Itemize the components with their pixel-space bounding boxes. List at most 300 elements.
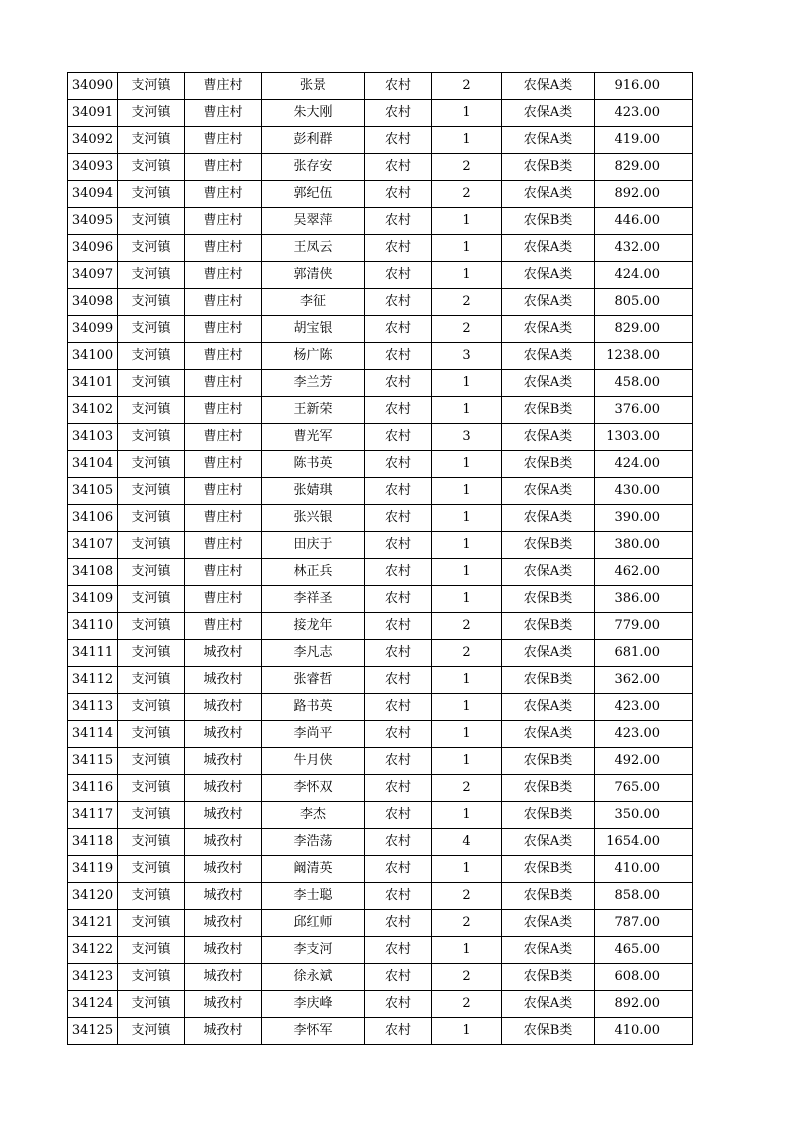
amount-cell: 805.00 — [595, 289, 693, 316]
name-cell: 林正兵 — [262, 559, 365, 586]
member-count-cell: 1 — [432, 478, 502, 505]
table-row — [68, 154, 693, 181]
table-row — [68, 748, 693, 775]
household-type-cell: 农村 — [365, 748, 432, 775]
town-cell: 支河镇 — [118, 451, 185, 478]
amount-cell: 829.00 — [595, 154, 693, 181]
member-count-cell: 1 — [432, 748, 502, 775]
town-cell: 支河镇 — [118, 262, 185, 289]
category-cell: 农保B类 — [502, 154, 595, 181]
village-cell: 曹庄村 — [185, 316, 262, 343]
table-row — [68, 964, 693, 991]
name-cell: 接龙年 — [262, 613, 365, 640]
member-count-cell: 2 — [432, 181, 502, 208]
household-type-cell: 农村 — [365, 127, 432, 154]
town-cell: 支河镇 — [118, 370, 185, 397]
name-cell: 牛月侠 — [262, 748, 365, 775]
category-cell: 农保A类 — [502, 181, 595, 208]
amount-cell: 458.00 — [595, 370, 693, 397]
name-cell: 曹光军 — [262, 424, 365, 451]
amount-cell: 350.00 — [595, 802, 693, 829]
village-cell: 城孜村 — [185, 802, 262, 829]
table-row — [68, 991, 693, 1018]
household-type-cell: 农村 — [365, 397, 432, 424]
member-count-cell: 1 — [432, 100, 502, 127]
member-count-cell: 1 — [432, 694, 502, 721]
name-cell: 李祥圣 — [262, 586, 365, 613]
amount-cell: 892.00 — [595, 991, 693, 1018]
member-count-cell: 1 — [432, 721, 502, 748]
table-row — [68, 370, 693, 397]
member-count-cell: 1 — [432, 208, 502, 235]
table-row — [68, 208, 693, 235]
name-cell: 郭清侠 — [262, 262, 365, 289]
name-cell: 彭利群 — [262, 127, 365, 154]
member-count-cell: 2 — [432, 640, 502, 667]
town-cell: 支河镇 — [118, 478, 185, 505]
table-row — [68, 127, 693, 154]
record-id-cell: 34093 — [68, 154, 118, 181]
table-row — [68, 316, 693, 343]
amount-cell: 380.00 — [595, 532, 693, 559]
table-row — [68, 397, 693, 424]
amount-cell: 446.00 — [595, 208, 693, 235]
member-count-cell: 3 — [432, 424, 502, 451]
town-cell: 支河镇 — [118, 343, 185, 370]
record-id-cell: 34101 — [68, 370, 118, 397]
name-cell: 张兴银 — [262, 505, 365, 532]
village-cell: 城孜村 — [185, 964, 262, 991]
village-cell: 曹庄村 — [185, 478, 262, 505]
amount-cell: 462.00 — [595, 559, 693, 586]
amount-cell: 608.00 — [595, 964, 693, 991]
town-cell: 支河镇 — [118, 613, 185, 640]
village-cell: 曹庄村 — [185, 424, 262, 451]
village-cell: 曹庄村 — [185, 100, 262, 127]
town-cell: 支河镇 — [118, 235, 185, 262]
name-cell: 张睿哲 — [262, 667, 365, 694]
record-id-cell: 34110 — [68, 613, 118, 640]
record-id-cell: 34091 — [68, 100, 118, 127]
amount-cell: 492.00 — [595, 748, 693, 775]
town-cell: 支河镇 — [118, 775, 185, 802]
category-cell: 农保A类 — [502, 262, 595, 289]
name-cell: 李怀双 — [262, 775, 365, 802]
amount-cell: 386.00 — [595, 586, 693, 613]
member-count-cell: 2 — [432, 613, 502, 640]
amount-cell: 1654.00 — [595, 829, 693, 856]
table-row — [68, 262, 693, 289]
category-cell: 农保A类 — [502, 100, 595, 127]
member-count-cell: 1 — [432, 532, 502, 559]
category-cell: 农保A类 — [502, 937, 595, 964]
household-type-cell: 农村 — [365, 640, 432, 667]
village-cell: 城孜村 — [185, 640, 262, 667]
town-cell: 支河镇 — [118, 289, 185, 316]
village-cell: 城孜村 — [185, 910, 262, 937]
table-body — [68, 73, 693, 1045]
household-type-cell: 农村 — [365, 667, 432, 694]
category-cell: 农保B类 — [502, 451, 595, 478]
name-cell: 李怀军 — [262, 1018, 365, 1045]
member-count-cell: 2 — [432, 991, 502, 1018]
town-cell: 支河镇 — [118, 127, 185, 154]
category-cell: 农保A类 — [502, 829, 595, 856]
table-row — [68, 802, 693, 829]
amount-cell: 892.00 — [595, 181, 693, 208]
record-id-cell: 34094 — [68, 181, 118, 208]
member-count-cell: 1 — [432, 586, 502, 613]
table-row — [68, 100, 693, 127]
town-cell: 支河镇 — [118, 181, 185, 208]
household-type-cell: 农村 — [365, 802, 432, 829]
data-table — [67, 72, 693, 1045]
name-cell: 李浩荡 — [262, 829, 365, 856]
village-cell: 曹庄村 — [185, 262, 262, 289]
household-type-cell: 农村 — [365, 154, 432, 181]
record-id-cell: 34116 — [68, 775, 118, 802]
name-cell: 吴翠萍 — [262, 208, 365, 235]
amount-cell: 1238.00 — [595, 343, 693, 370]
member-count-cell: 1 — [432, 235, 502, 262]
amount-cell: 829.00 — [595, 316, 693, 343]
name-cell: 李尚平 — [262, 721, 365, 748]
category-cell: 农保A类 — [502, 316, 595, 343]
category-cell: 农保B类 — [502, 586, 595, 613]
table-row — [68, 613, 693, 640]
record-id-cell: 34124 — [68, 991, 118, 1018]
table-row — [68, 478, 693, 505]
household-type-cell: 农村 — [365, 262, 432, 289]
category-cell: 农保B类 — [502, 775, 595, 802]
town-cell: 支河镇 — [118, 937, 185, 964]
category-cell: 农保B类 — [502, 748, 595, 775]
category-cell: 农保A类 — [502, 991, 595, 1018]
member-count-cell: 1 — [432, 451, 502, 478]
amount-cell: 765.00 — [595, 775, 693, 802]
member-count-cell: 1 — [432, 1018, 502, 1045]
village-cell: 城孜村 — [185, 721, 262, 748]
town-cell: 支河镇 — [118, 1018, 185, 1045]
household-type-cell: 农村 — [365, 370, 432, 397]
household-type-cell: 农村 — [365, 73, 432, 100]
amount-cell: 424.00 — [595, 262, 693, 289]
name-cell: 王新荣 — [262, 397, 365, 424]
record-id-cell: 34122 — [68, 937, 118, 964]
household-type-cell: 农村 — [365, 721, 432, 748]
village-cell: 城孜村 — [185, 775, 262, 802]
member-count-cell: 1 — [432, 262, 502, 289]
town-cell: 支河镇 — [118, 559, 185, 586]
member-count-cell: 1 — [432, 856, 502, 883]
record-id-cell: 34096 — [68, 235, 118, 262]
name-cell: 张景 — [262, 73, 365, 100]
town-cell: 支河镇 — [118, 802, 185, 829]
table-row — [68, 883, 693, 910]
category-cell: 农保B类 — [502, 397, 595, 424]
amount-cell: 858.00 — [595, 883, 693, 910]
record-id-cell: 34090 — [68, 73, 118, 100]
amount-cell: 423.00 — [595, 694, 693, 721]
category-cell: 农保B类 — [502, 856, 595, 883]
record-id-cell: 34106 — [68, 505, 118, 532]
town-cell: 支河镇 — [118, 964, 185, 991]
amount-cell: 465.00 — [595, 937, 693, 964]
category-cell: 农保A类 — [502, 289, 595, 316]
town-cell: 支河镇 — [118, 316, 185, 343]
table-row — [68, 640, 693, 667]
amount-cell: 424.00 — [595, 451, 693, 478]
household-type-cell: 农村 — [365, 613, 432, 640]
table-row — [68, 424, 693, 451]
category-cell: 农保A类 — [502, 694, 595, 721]
household-type-cell: 农村 — [365, 559, 432, 586]
village-cell: 曹庄村 — [185, 532, 262, 559]
amount-cell: 430.00 — [595, 478, 693, 505]
table-row — [68, 586, 693, 613]
household-type-cell: 农村 — [365, 505, 432, 532]
table-row — [68, 343, 693, 370]
table-row — [68, 451, 693, 478]
record-id-cell: 34125 — [68, 1018, 118, 1045]
amount-cell: 432.00 — [595, 235, 693, 262]
household-type-cell: 农村 — [365, 829, 432, 856]
table-row — [68, 937, 693, 964]
household-type-cell: 农村 — [365, 856, 432, 883]
household-type-cell: 农村 — [365, 775, 432, 802]
village-cell: 曹庄村 — [185, 586, 262, 613]
amount-cell: 1303.00 — [595, 424, 693, 451]
town-cell: 支河镇 — [118, 694, 185, 721]
member-count-cell: 1 — [432, 937, 502, 964]
household-type-cell: 农村 — [365, 208, 432, 235]
town-cell: 支河镇 — [118, 532, 185, 559]
member-count-cell: 2 — [432, 154, 502, 181]
village-cell: 曹庄村 — [185, 289, 262, 316]
amount-cell: 787.00 — [595, 910, 693, 937]
name-cell: 李征 — [262, 289, 365, 316]
member-count-cell: 1 — [432, 667, 502, 694]
amount-cell: 681.00 — [595, 640, 693, 667]
category-cell: 农保A类 — [502, 424, 595, 451]
name-cell: 张婧琪 — [262, 478, 365, 505]
town-cell: 支河镇 — [118, 883, 185, 910]
category-cell: 农保A类 — [502, 343, 595, 370]
town-cell: 支河镇 — [118, 748, 185, 775]
category-cell: 农保A类 — [502, 505, 595, 532]
record-id-cell: 34123 — [68, 964, 118, 991]
table-row — [68, 775, 693, 802]
record-id-cell: 34103 — [68, 424, 118, 451]
village-cell: 曹庄村 — [185, 235, 262, 262]
village-cell: 曹庄村 — [185, 370, 262, 397]
village-cell: 城孜村 — [185, 829, 262, 856]
name-cell: 胡宝银 — [262, 316, 365, 343]
record-id-cell: 34119 — [68, 856, 118, 883]
amount-cell: 779.00 — [595, 613, 693, 640]
category-cell: 农保A类 — [502, 370, 595, 397]
household-type-cell: 农村 — [365, 991, 432, 1018]
record-id-cell: 34104 — [68, 451, 118, 478]
town-cell: 支河镇 — [118, 991, 185, 1018]
household-type-cell: 农村 — [365, 883, 432, 910]
table-row — [68, 73, 693, 100]
household-type-cell: 农村 — [365, 424, 432, 451]
village-cell: 城孜村 — [185, 991, 262, 1018]
record-id-cell: 34102 — [68, 397, 118, 424]
village-cell: 曹庄村 — [185, 154, 262, 181]
member-count-cell: 2 — [432, 775, 502, 802]
name-cell: 李支河 — [262, 937, 365, 964]
category-cell: 农保B类 — [502, 532, 595, 559]
household-type-cell: 农村 — [365, 478, 432, 505]
household-type-cell: 农村 — [365, 343, 432, 370]
category-cell: 农保A类 — [502, 910, 595, 937]
village-cell: 曹庄村 — [185, 127, 262, 154]
member-count-cell: 2 — [432, 964, 502, 991]
name-cell: 李凡志 — [262, 640, 365, 667]
category-cell: 农保A类 — [502, 559, 595, 586]
amount-cell: 916.00 — [595, 73, 693, 100]
record-id-cell: 34121 — [68, 910, 118, 937]
town-cell: 支河镇 — [118, 505, 185, 532]
village-cell: 曹庄村 — [185, 181, 262, 208]
household-type-cell: 农村 — [365, 910, 432, 937]
table-row — [68, 532, 693, 559]
village-cell: 城孜村 — [185, 937, 262, 964]
table-row — [68, 694, 693, 721]
name-cell: 李兰芳 — [262, 370, 365, 397]
table-row — [68, 1018, 693, 1045]
village-cell: 曹庄村 — [185, 451, 262, 478]
table-row — [68, 235, 693, 262]
table-row — [68, 505, 693, 532]
record-id-cell: 34113 — [68, 694, 118, 721]
household-type-cell: 农村 — [365, 694, 432, 721]
record-id-cell: 34098 — [68, 289, 118, 316]
category-cell: 农保A类 — [502, 235, 595, 262]
household-type-cell: 农村 — [365, 532, 432, 559]
record-id-cell: 34117 — [68, 802, 118, 829]
name-cell: 阚清英 — [262, 856, 365, 883]
name-cell: 陈书英 — [262, 451, 365, 478]
village-cell: 曹庄村 — [185, 613, 262, 640]
record-id-cell: 34107 — [68, 532, 118, 559]
village-cell: 曹庄村 — [185, 343, 262, 370]
household-type-cell: 农村 — [365, 451, 432, 478]
town-cell: 支河镇 — [118, 73, 185, 100]
village-cell: 城孜村 — [185, 883, 262, 910]
name-cell: 李杰 — [262, 802, 365, 829]
village-cell: 曹庄村 — [185, 73, 262, 100]
category-cell: 农保B类 — [502, 964, 595, 991]
town-cell: 支河镇 — [118, 100, 185, 127]
name-cell: 李士聪 — [262, 883, 365, 910]
record-id-cell: 34105 — [68, 478, 118, 505]
member-count-cell: 1 — [432, 127, 502, 154]
record-id-cell: 34120 — [68, 883, 118, 910]
category-cell: 农保A类 — [502, 721, 595, 748]
household-type-cell: 农村 — [365, 100, 432, 127]
member-count-cell: 4 — [432, 829, 502, 856]
category-cell: 农保B类 — [502, 802, 595, 829]
record-id-cell: 34114 — [68, 721, 118, 748]
table-row — [68, 910, 693, 937]
village-cell: 曹庄村 — [185, 208, 262, 235]
record-id-cell: 34118 — [68, 829, 118, 856]
category-cell: 农保A类 — [502, 73, 595, 100]
village-cell: 城孜村 — [185, 694, 262, 721]
record-id-cell: 34109 — [68, 586, 118, 613]
household-type-cell: 农村 — [365, 289, 432, 316]
member-count-cell: 1 — [432, 397, 502, 424]
village-cell: 曹庄村 — [185, 559, 262, 586]
record-id-cell: 34111 — [68, 640, 118, 667]
record-id-cell: 34092 — [68, 127, 118, 154]
member-count-cell: 1 — [432, 802, 502, 829]
table-row — [68, 181, 693, 208]
town-cell: 支河镇 — [118, 856, 185, 883]
record-id-cell: 34097 — [68, 262, 118, 289]
table-row — [68, 721, 693, 748]
member-count-cell: 3 — [432, 343, 502, 370]
category-cell: 农保B类 — [502, 667, 595, 694]
village-cell: 曹庄村 — [185, 397, 262, 424]
household-type-cell: 农村 — [365, 964, 432, 991]
name-cell: 张存安 — [262, 154, 365, 181]
category-cell: 农保B类 — [502, 883, 595, 910]
household-type-cell: 农村 — [365, 316, 432, 343]
member-count-cell: 1 — [432, 505, 502, 532]
name-cell: 杨广陈 — [262, 343, 365, 370]
village-cell: 城孜村 — [185, 667, 262, 694]
town-cell: 支河镇 — [118, 829, 185, 856]
member-count-cell: 2 — [432, 289, 502, 316]
member-count-cell: 2 — [432, 316, 502, 343]
category-cell: 农保B类 — [502, 1018, 595, 1045]
name-cell: 朱大刚 — [262, 100, 365, 127]
amount-cell: 376.00 — [595, 397, 693, 424]
village-cell: 城孜村 — [185, 856, 262, 883]
town-cell: 支河镇 — [118, 397, 185, 424]
village-cell: 城孜村 — [185, 748, 262, 775]
category-cell: 农保B类 — [502, 208, 595, 235]
table-row — [68, 829, 693, 856]
town-cell: 支河镇 — [118, 154, 185, 181]
name-cell: 路书英 — [262, 694, 365, 721]
town-cell: 支河镇 — [118, 208, 185, 235]
table-row — [68, 667, 693, 694]
name-cell: 王凤云 — [262, 235, 365, 262]
table-row — [68, 289, 693, 316]
member-count-cell: 1 — [432, 559, 502, 586]
amount-cell: 410.00 — [595, 1018, 693, 1045]
member-count-cell: 1 — [432, 370, 502, 397]
name-cell: 田庆于 — [262, 532, 365, 559]
amount-cell: 390.00 — [595, 505, 693, 532]
amount-cell: 410.00 — [595, 856, 693, 883]
table-row — [68, 559, 693, 586]
household-type-cell: 农村 — [365, 1018, 432, 1045]
record-id-cell: 34115 — [68, 748, 118, 775]
member-count-cell: 2 — [432, 910, 502, 937]
category-cell: 农保A类 — [502, 127, 595, 154]
town-cell: 支河镇 — [118, 910, 185, 937]
member-count-cell: 2 — [432, 883, 502, 910]
amount-cell: 419.00 — [595, 127, 693, 154]
town-cell: 支河镇 — [118, 721, 185, 748]
amount-cell: 423.00 — [595, 721, 693, 748]
